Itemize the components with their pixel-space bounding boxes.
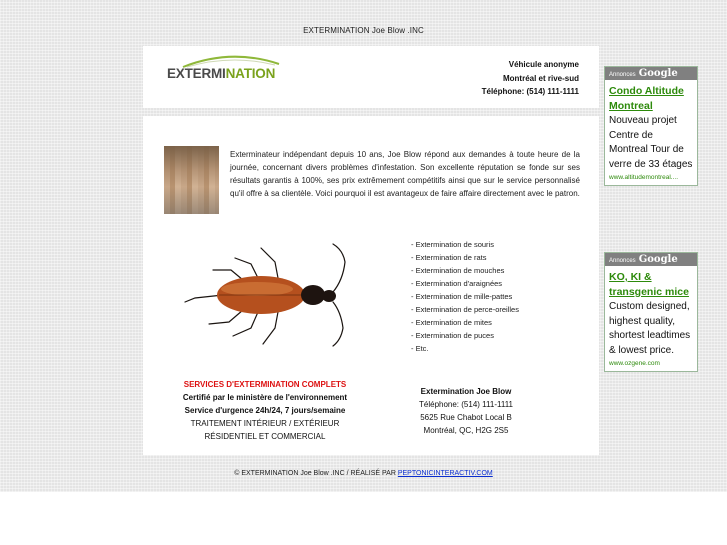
cta-treatment: TRAITEMENT INTÉRIEUR / EXTÉRIEUR bbox=[190, 419, 340, 428]
site-title: EXTERMINATION Joe Blow .INC bbox=[303, 26, 424, 35]
logo-text-part2: NATION bbox=[225, 66, 276, 81]
main-panel bbox=[143, 116, 599, 455]
cta-certified: Certifié par le ministère de l'environnement bbox=[182, 393, 348, 402]
list-item: - Extermination d'araignées bbox=[411, 279, 503, 288]
ad-title-link[interactable] bbox=[609, 270, 693, 300]
intro-text: Exterminateur indépendant depuis 10 ans, Joe Blow répond aux demandes à toute heure de la journée, concernant divers problèmes d'infestation. Son excellente réputation se fonde sur ses résultats garantis à 100%, ses prix extrêmement compétitifs ainsi que sur le service personnalisé qu'il offre à sa clientèle. Voici pourquoi il est avantageux de faire affaire directement avec le patron. bbox=[230, 150, 580, 198]
ad-title-line1: KO, KI & bbox=[609, 271, 652, 283]
footer bbox=[0, 470, 727, 477]
ad-header[interactable] bbox=[605, 253, 697, 266]
google-logo-icon: Google bbox=[638, 68, 678, 79]
address-phone: Téléphone: (514) 111-1111 bbox=[419, 400, 513, 409]
contact-phone: Téléphone: (514) 111-1111 bbox=[481, 87, 579, 96]
cta-sectors: RÉSIDENTIEL ET COMMERCIAL bbox=[204, 432, 326, 441]
logo-text-part1: EXTERMI bbox=[167, 66, 226, 81]
list-item: - Extermination de rats bbox=[411, 253, 487, 262]
footer-credit-link[interactable]: PEPTONICINTERACTIV.COM bbox=[397, 470, 493, 477]
ad-body: Nouveau projet Centre de Montreal Tour de verre de 33 étages bbox=[609, 115, 693, 170]
list-item: - Extermination de mites bbox=[411, 318, 492, 327]
owner-photo bbox=[164, 146, 219, 214]
address-street: 5625 Rue Chabot Local B bbox=[420, 413, 512, 422]
ad-url-link[interactable]: www.ozgene.com bbox=[609, 360, 660, 367]
services-list bbox=[411, 238, 519, 355]
address-city: Montréal, QC, H2G 2S5 bbox=[423, 426, 509, 435]
ad-label: Annonces bbox=[609, 258, 636, 264]
ad-mice bbox=[604, 252, 698, 372]
address-block bbox=[411, 385, 521, 437]
list-item: - Extermination de perce-oreilles bbox=[411, 305, 519, 314]
footer-copyright: © EXTERMINATION Joe Blow .INC / RÉALISÉ PAR bbox=[234, 470, 398, 477]
ad-title-line1: Condo Altitude bbox=[609, 85, 684, 97]
logo[interactable] bbox=[167, 54, 287, 84]
contact-area: Montréal et rive-sud bbox=[502, 73, 579, 83]
ad-title-line2: Montreal bbox=[609, 100, 653, 112]
cta-heading: SERVICES D'EXTERMINATION COMPLETS bbox=[183, 380, 347, 389]
google-logo-icon: Google bbox=[638, 254, 678, 265]
header-panel bbox=[143, 46, 599, 108]
list-item: - Extermination de mille-pattes bbox=[411, 292, 513, 301]
contact-vehicle: Véhicule anonyme bbox=[508, 60, 579, 69]
ad-header[interactable] bbox=[605, 67, 697, 80]
address-name: Extermination Joe Blow bbox=[420, 387, 512, 396]
ad-title-link[interactable] bbox=[609, 84, 693, 114]
ad-body: Custom designed, highest quality, shortest leadtimes & lowest price. bbox=[609, 301, 691, 356]
list-item: - Etc. bbox=[411, 344, 429, 353]
ad-title-line2: transgenic mice bbox=[609, 286, 689, 298]
cta-emergency: Service d'urgence 24h/24, 7 jours/semaine bbox=[184, 406, 346, 415]
header-contact bbox=[482, 58, 579, 99]
list-item: - Extermination de puces bbox=[411, 331, 494, 340]
list-item: - Extermination de mouches bbox=[411, 266, 505, 275]
list-item: - Extermination de souris bbox=[411, 240, 494, 249]
ad-url-link[interactable]: www.altitudemontreal.... bbox=[609, 174, 679, 181]
ad-label: Annonces bbox=[609, 72, 636, 78]
ad-condo bbox=[604, 66, 698, 186]
services-summary bbox=[175, 378, 355, 443]
beetle-icon bbox=[183, 240, 363, 350]
logo-text bbox=[167, 66, 275, 81]
